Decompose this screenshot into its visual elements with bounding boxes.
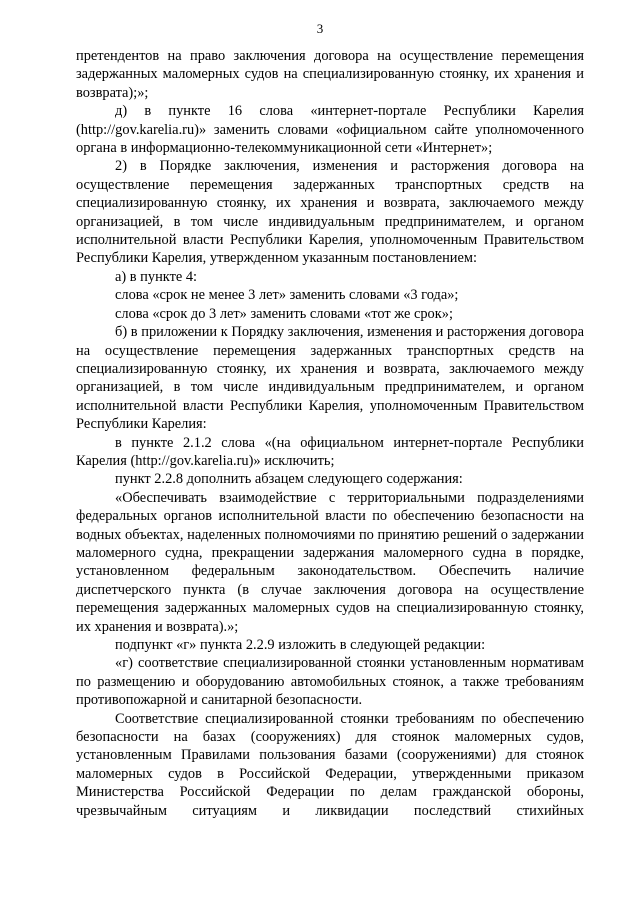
document-body bbox=[76, 47, 584, 820]
paragraph-clause-2-1-2: в пункте 2.1.2 слова «(на официальном интернет-портале Республики Карелия (http://gov.karelia.ru)» исключить; bbox=[76, 434, 584, 469]
paragraph-item-b: б) в приложении к Порядку заключения, изменения и расторжения договора на осуществление перемещения задержанных транспортных средств на специализированную стоянку, их хранения и возврата, заключаемого между организацией, в том числе индивидуальным предпринимателем, и органом исполнительной власти Республики Карелия, уполномоченным Правительством Республики Карелия: bbox=[76, 324, 584, 433]
paragraph-clause-2-2-8: пункт 2.2.8 дополнить абзацем следующего содержания: bbox=[115, 471, 463, 488]
paragraph-words-replacement-2: слова «срок до 3 лет» заменить словами «тот же срок»; bbox=[115, 305, 453, 322]
paragraph-item-d: д) в пункте 16 слова «интернет-портале Республики Карелия (http://gov.karelia.ru)» заменить словами «официальном сайте уполномоченного органа в информационно-телекоммуникационной сети «Интернет»; bbox=[76, 103, 584, 157]
paragraph-item-a: а) в пункте 4: bbox=[115, 268, 198, 285]
paragraph-quote-interaction: «Обеспечивать взаимодействие с территориальными подразделениями федеральных органов исполнительной власти по обеспечению безопасности на водных объектах, наделенных полномочиями по принятию решений о задержании маломерного судна, прекращении задержания маломерного судна в порядке, установленном федеральным законодательством. Обеспечить наличие диспетчерского пункта (в случае заключения договора на осуществление перемещения задержанных маломерных судов на специализированную стоянку, их хранения и возврата).»; bbox=[76, 489, 584, 635]
paragraph-words-replacement-1: слова «срок не менее 3 лет» заменить словами «3 года»; bbox=[115, 287, 459, 304]
paragraph-item-2: 2) в Порядке заключения, изменения и расторжения договора на осуществление перемещения задержанных транспортных средств на специализированную стоянку, их хранения и возврата, заключаемого между организацией, в том числе индивидуальным предпринимателем, и органом исполнительной власти Республики Карелия, уполномоченным Правительством Республики Карелия, утвержденном указанным постановлением: bbox=[76, 158, 584, 267]
paragraph-compliance: Соответствие специализированной стоянки требованиям по обеспечению безопасности на базах (сооружениях) для стоянок маломерных судов, установленным Правилами пользования базами (сооружениями) для стоянок маломерных судов в Российской Федерации, утвержденными приказом Министерства Российской Федерации по делам гражданской обороны, чрезвычайным ситуациям и ликвидации последствий стихийных bbox=[76, 710, 584, 819]
paragraph-quote-g: «г) соответствие специализированной стоянки установленным нормативам по размещению и оборудованию автомобильных стоянок, а также требованиям противопожарной и санитарной безопасности. bbox=[76, 655, 584, 709]
paragraph-continuation: претендентов на право заключения договора на осуществление перемещения задержанных маломерных судов на специализированную стоянку, их хранения и возврата);»; bbox=[76, 48, 584, 101]
paragraph-subclause-g: подпункт «г» пункта 2.2.9 изложить в следующей редакции: bbox=[115, 637, 486, 653]
page-number: 3 bbox=[316, 21, 324, 36]
